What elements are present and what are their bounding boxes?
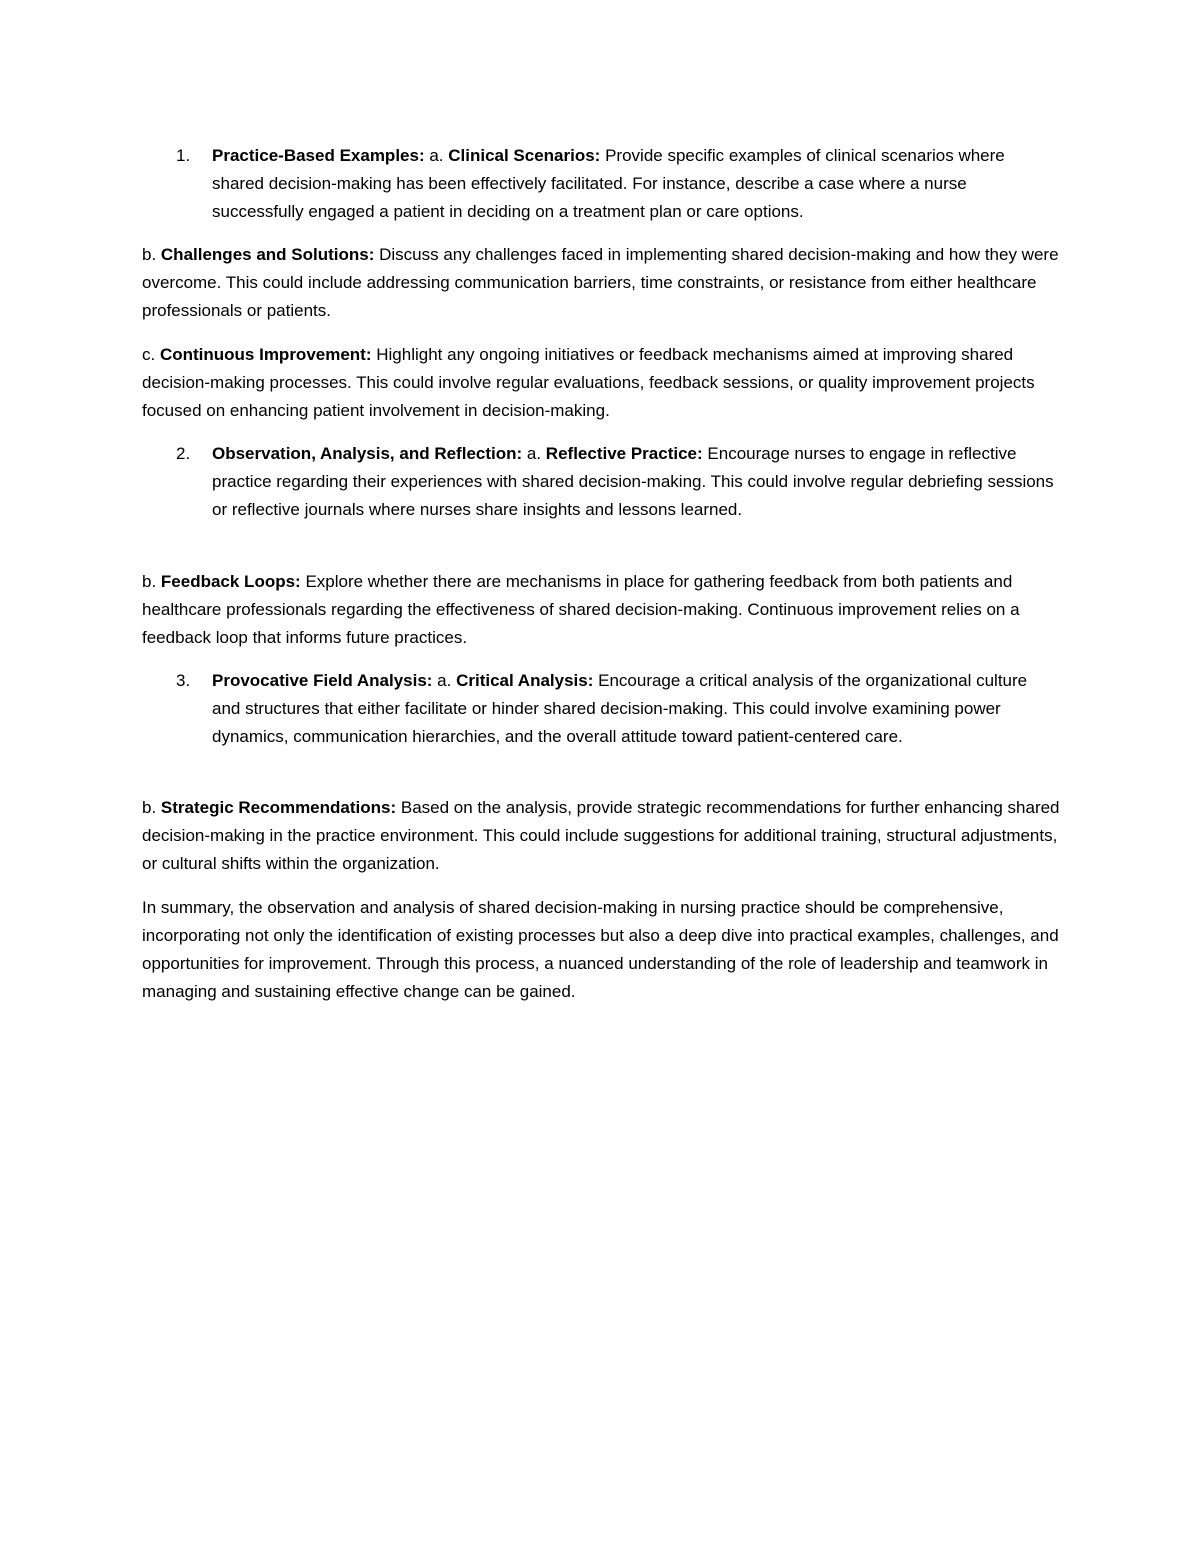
paragraph-prefix: b. [142,798,161,817]
paragraph-prefix: b. [142,572,161,591]
paragraph-continuous-improvement [142,341,1062,425]
paragraph-body: Based on the analysis, provide strategic recommendations for further enhancing shared decision-making in the practice environment. This could include suggestions for additional training, structural adjustments, or cultural shifts within the organization. [142,798,1060,873]
sub-heading: Critical Analysis: [456,671,594,690]
paragraph-prefix: c. [142,345,160,364]
sub-heading: Reflective Practice: [545,444,703,463]
paragraph-feedback-loops [142,568,1062,652]
list-number: 3. [176,671,191,690]
list-number: 1. [176,146,191,165]
paragraph-body: Discuss any challenges faced in implementing shared decision-making and how they were overcome. This could include addressing communication barriers, time constraints, or resistance from either healthcare professionals or patients. [142,245,1059,320]
paragraph-strategic-recommendations [142,794,1062,878]
sub-prefix: a. [432,671,457,690]
list-heading: Provocative Field Analysis: [212,671,433,690]
item-body: Provide specific examples of clinical scenarios where shared decision-making has been effectively facilitated. For instance, describe a case where a nurse successfully engaged a patient in deciding on a treatment plan or care options. [212,146,1005,221]
paragraph-heading: Feedback Loops: [160,572,301,591]
paragraph-heading: Continuous Improvement: [159,345,372,364]
sub-prefix: a. [424,146,449,165]
item-body: Encourage a critical analysis of the organizational culture and structures that either facilitate or hinder shared decision-making. This could involve examining power dynamics, communication hierarchies, and the overall attitude toward patient-centered care. [212,671,1028,746]
paragraph-summary: In summary, the observation and analysis of shared decision-making in nursing practice should be comprehensive, incorporating not only the identification of existing processes but also a deep dive into practical examples, challenges, and opportunities for improvement. Through this process, a nuanced understanding of the role of leadership and teamwork in managing and sustaining effective change can be gained. [142,898,1059,1001]
list-heading: Practice-Based Examples: [212,146,425,165]
sub-heading: Clinical Scenarios: [448,146,601,165]
list-item-text [212,142,1060,226]
paragraph-body: Explore whether there are mechanisms in place for gathering feedback from both patients and healthcare professionals regarding the effectiveness of shared decision-making. Continuous improvement relies on a feedback loop that informs future practices. [142,572,1020,647]
paragraph-body: Highlight any ongoing initiatives or feedback mechanisms aimed at improving shared decision-making processes. This could involve regular evaluations, feedback sessions, or quality improvement projects focused on enhancing patient involvement in decision-making. [142,345,1035,420]
paragraph-challenges-and-solutions [142,241,1062,325]
list-item-text [212,440,1060,524]
item-body: Encourage nurses to engage in reflective practice regarding their experiences with shared decision-making. This could involve regular debriefing sessions or reflective journals where nurses share insights and lessons learned. [212,444,1054,519]
paragraph-heading: Challenges and Solutions: [160,245,375,264]
list-heading: Observation, Analysis, and Reflection: [212,444,523,463]
paragraph-prefix: b. [142,245,161,264]
list-item-text [212,667,1060,751]
sub-prefix: a. [522,444,546,463]
list-number: 2. [176,444,191,463]
paragraph-heading: Strategic Recommendations: [160,798,397,817]
